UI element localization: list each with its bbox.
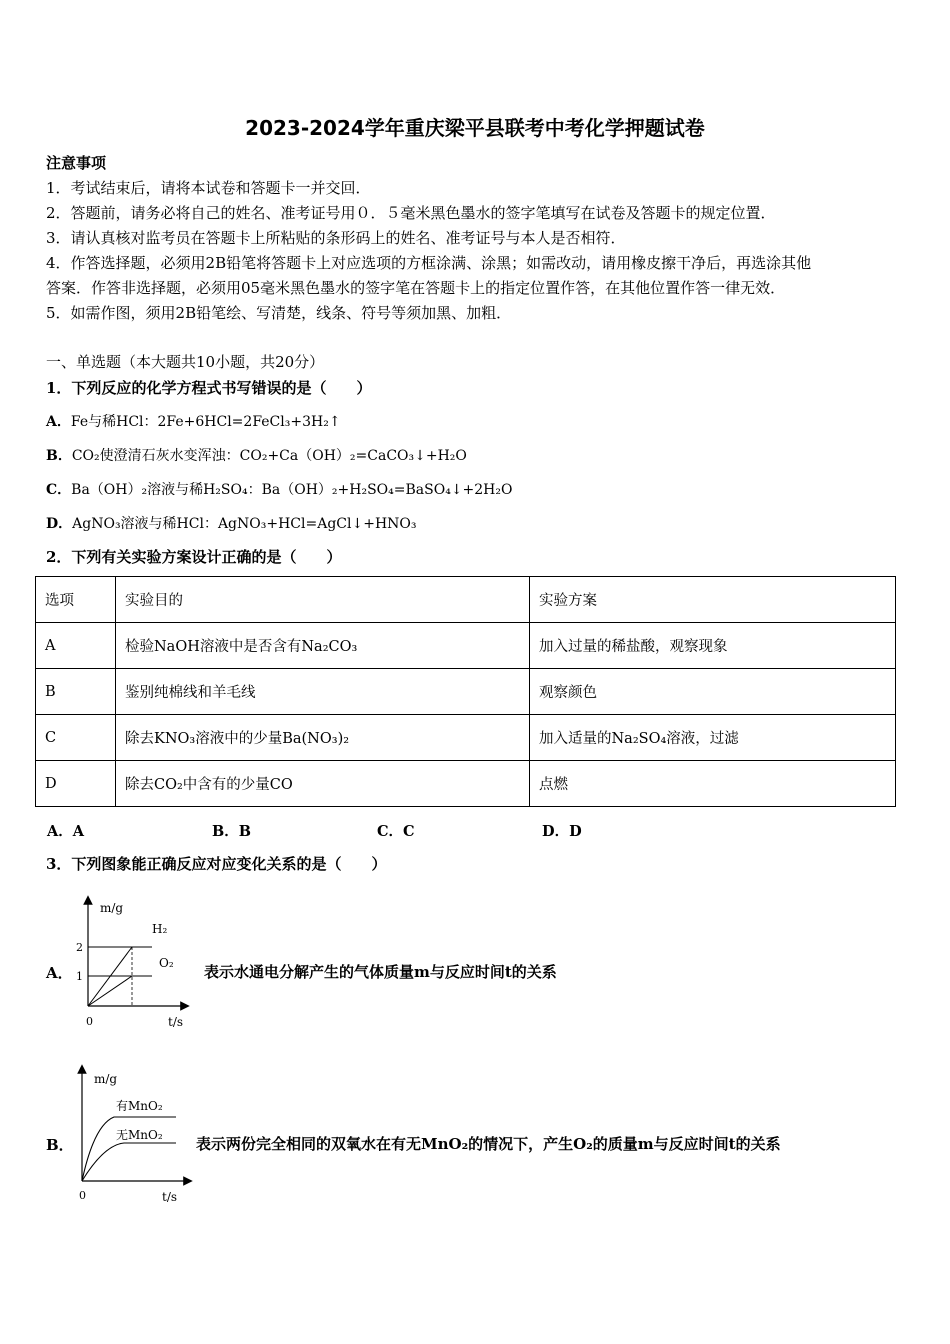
note-item: 答案．作答非选择题，必须用05毫米黑色墨水的签字笔在答题卡上的指定位置作答，在其他位置作答一律无效．: [46, 279, 786, 297]
table-header-cell: 实验方案: [530, 577, 896, 623]
with-mno2-label: 有MnO₂: [116, 1099, 163, 1113]
question-3-stem: 3．下列图象能正确反应对应变化关系的是（ ）: [46, 855, 387, 873]
option-label: A．: [46, 414, 71, 430]
experiment-table: [35, 576, 896, 807]
option-label: B．: [46, 448, 72, 464]
q2-choice-d: D．D: [542, 823, 582, 840]
section-heading: 一、单选题（本大题共10小题，共20分）: [46, 353, 325, 371]
table-cell: D: [36, 761, 116, 807]
q3-graph-a: [70, 892, 195, 1032]
without-mno2-curve: [82, 1143, 176, 1181]
table-cell: 检验NaOH溶液中是否含有Na₂CO₃: [116, 623, 530, 669]
note-item: 4．作答选择题，必须用2B铅笔将答题卡上对应选项的方框涂满、涂黑；如需改动，请用橡皮擦干净后，再选涂其他: [46, 254, 812, 272]
table-row: [36, 669, 896, 715]
option-text: Ba（OH）₂溶液与稀H₂SO₄：Ba（OH）₂+H₂SO₄=BaSO₄↓+2H₂O: [71, 482, 513, 498]
q1-option-a: [46, 411, 341, 431]
o2-label: O₂: [159, 956, 174, 970]
y-axis-label: m/g: [94, 1072, 118, 1086]
q1-option-b: [46, 445, 467, 465]
q3-option-b-desc: 表示两份完全相同的双氧水在有无MnO₂的情况下，产生O₂的质量m与反应时间t的关系: [196, 1135, 781, 1153]
q3-option-a-label: A．: [46, 964, 73, 982]
q3-option-a-desc: 表示水通电分解产生的气体质量m与反应时间t的关系: [204, 963, 557, 981]
q1-option-c: [46, 479, 512, 499]
table-header-cell: 实验目的: [116, 577, 530, 623]
option-text: AgNO₃溶液与稀HCl：AgNO₃+HCl=AgCl↓+HNO₃: [72, 516, 417, 532]
x-axis-label: t/s: [162, 1190, 178, 1204]
page-title: 2023-2024学年重庆梁平县联考中考化学押题试卷: [245, 116, 705, 140]
option-label: D．: [46, 516, 73, 532]
question-1-stem: 1．下列反应的化学方程式书写错误的是（ ）: [46, 379, 372, 397]
origin-label: 0: [79, 1189, 86, 1202]
q3-graph-b: [66, 1063, 196, 1208]
note-item: 5．如需作图，须用2B铅笔绘、写清楚，线条、符号等须加黑、加粗．: [46, 304, 512, 322]
h2-label: H₂: [152, 922, 168, 936]
table-cell: 点燃: [530, 761, 896, 807]
table-cell: B: [36, 669, 116, 715]
table-cell: 观察颜色: [530, 669, 896, 715]
note-item: 3．请认真核对监考员在答题卡上所粘贴的条形码上的姓名、准考证号与本人是否相符．: [46, 229, 626, 247]
table-cell: 除去CO₂中含有的少量CO: [116, 761, 530, 807]
q2-choice-b: B．B: [212, 823, 252, 840]
option-text: CO₂使澄清石灰水变浑浊：CO₂+Ca（OH）₂=CaCO₃↓+H₂O: [71, 448, 467, 464]
table-cell: 除去KNO₃溶液中的少量Ba(NO₃)₂: [116, 715, 530, 761]
table-row: [36, 623, 896, 669]
tick-label: 2: [76, 941, 83, 954]
q2-choice-a: A．A: [47, 823, 85, 840]
option-text: Fe与稀HCl：2Fe+6HCl=2FeCl₃+3H₂↑: [70, 414, 341, 430]
table-row: [36, 761, 896, 807]
origin-label: 0: [86, 1015, 93, 1028]
table-cell: 加入过量的稀盐酸，观察现象: [530, 623, 896, 669]
q3-option-b-label: B．: [46, 1136, 74, 1154]
without-mno2-label: 无MnO₂: [116, 1128, 163, 1142]
tick-label: 1: [76, 970, 83, 983]
table-cell: A: [36, 623, 116, 669]
q1-option-d: [46, 513, 417, 533]
table-header-row: [36, 577, 896, 623]
with-mno2-curve: [82, 1117, 176, 1181]
table-header-cell: 选项: [36, 577, 116, 623]
notes-heading: 注意事项: [46, 154, 107, 172]
x-axis-label: t/s: [168, 1015, 184, 1029]
question-2-stem: 2．下列有关实验方案设计正确的是（ ）: [46, 548, 342, 566]
o2-line: [88, 976, 132, 1006]
y-axis-label: m/g: [100, 901, 124, 915]
note-item: 1．考试结束后，请将本试卷和答题卡一并交回．: [46, 179, 371, 197]
table-row: [36, 715, 896, 761]
table-cell: 鉴别纯棉线和羊毛线: [116, 669, 530, 715]
table-cell: C: [36, 715, 116, 761]
note-item: 2．答题前，请务必将自己的姓名、准考证号用０．５毫米黑色墨水的签字笔填写在试卷及答题卡的规定位置．: [46, 204, 776, 222]
option-label: C．: [46, 482, 72, 498]
table-cell: 加入适量的Na₂SO₄溶液，过滤: [530, 715, 896, 761]
q2-choice-c: C．C: [377, 823, 415, 840]
